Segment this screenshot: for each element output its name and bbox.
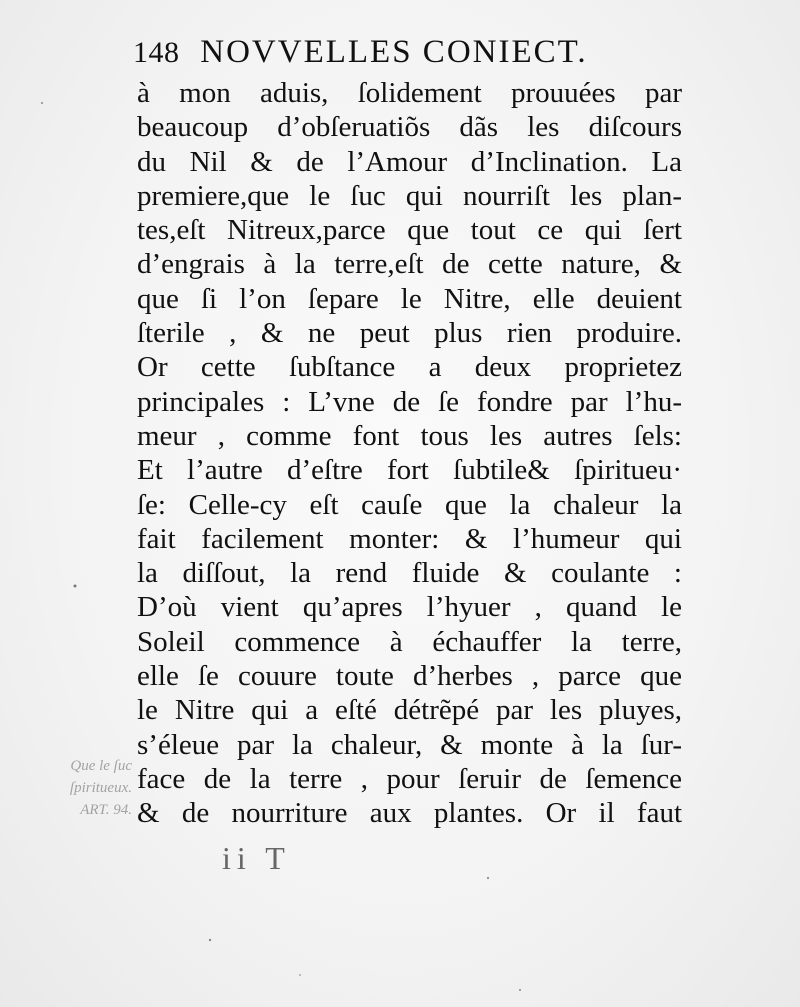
- text-line: tes,eſt Nitreux,parce que tout ce qui ſert: [137, 214, 682, 247]
- signature-mark: ii T: [222, 840, 291, 876]
- text-line: Soleil commence à échauffer la terre,: [137, 625, 682, 658]
- text-line: du Nil & de l’Amour d’Inclination. La: [137, 145, 682, 178]
- text-line: ſe: Celle-cy eſt cauſe que la chaleur la: [137, 488, 682, 521]
- text-line: & de nourriture aux plantes. Or il faut: [137, 797, 682, 830]
- body-text: [137, 76, 682, 831]
- text-line: à mon aduis, ſolidement prouuées par: [137, 77, 682, 109]
- text-line: la diſſout, la rend fluide & coulante :: [137, 557, 682, 590]
- page-header: [133, 30, 678, 74]
- marginal-note: [20, 755, 132, 821]
- text-line: le Nitre qui a eſté détrẽpé par les pluyes,: [137, 694, 682, 727]
- text-line: principales : L’vne de ſe fondre par l’hu-: [137, 385, 682, 418]
- text-line: elle ſe couure toute d’herbes , parce que: [137, 660, 682, 693]
- marginal-note-line: Que le ſuc: [70, 758, 132, 774]
- text-line: fait facilement monter: & l’humeur qui: [137, 522, 682, 555]
- text-line: meur , comme font tous les autres ſels:: [137, 419, 682, 452]
- text-line: s’éleue par la chaleur, & monte à la ſur-: [137, 728, 682, 761]
- running-head: NOVVELLES CONIECT.: [200, 34, 588, 70]
- page-number: 148: [133, 36, 180, 69]
- text-line: D’où vient qu’apres l’hyuer , quand le: [137, 591, 682, 624]
- marginal-note-line: ART. 94.: [80, 802, 132, 818]
- text-line: d’engrais à la terre,eſt de cette nature, &: [137, 248, 682, 281]
- text-line: Or cette ſubſtance a deux proprietez: [137, 351, 682, 384]
- text-line: Et l’autre d’eſtre fort ſubtile& ſpiritueu·: [137, 454, 682, 487]
- text-line: ſterile , & ne peut plus rien produire.: [137, 317, 682, 350]
- text-line: face de la terre , pour ſeruir de ſemence: [137, 762, 682, 795]
- text-line: premiere,que le ſuc qui nourriſt les plan-: [137, 179, 682, 212]
- marginal-note-line: ſpiritueux.: [69, 780, 132, 796]
- text-line: beaucoup d’obſeruatiõs dãs les diſcours: [137, 111, 682, 144]
- text-line: que ſi l’on ſepare le Nitre, elle deuient: [137, 282, 682, 315]
